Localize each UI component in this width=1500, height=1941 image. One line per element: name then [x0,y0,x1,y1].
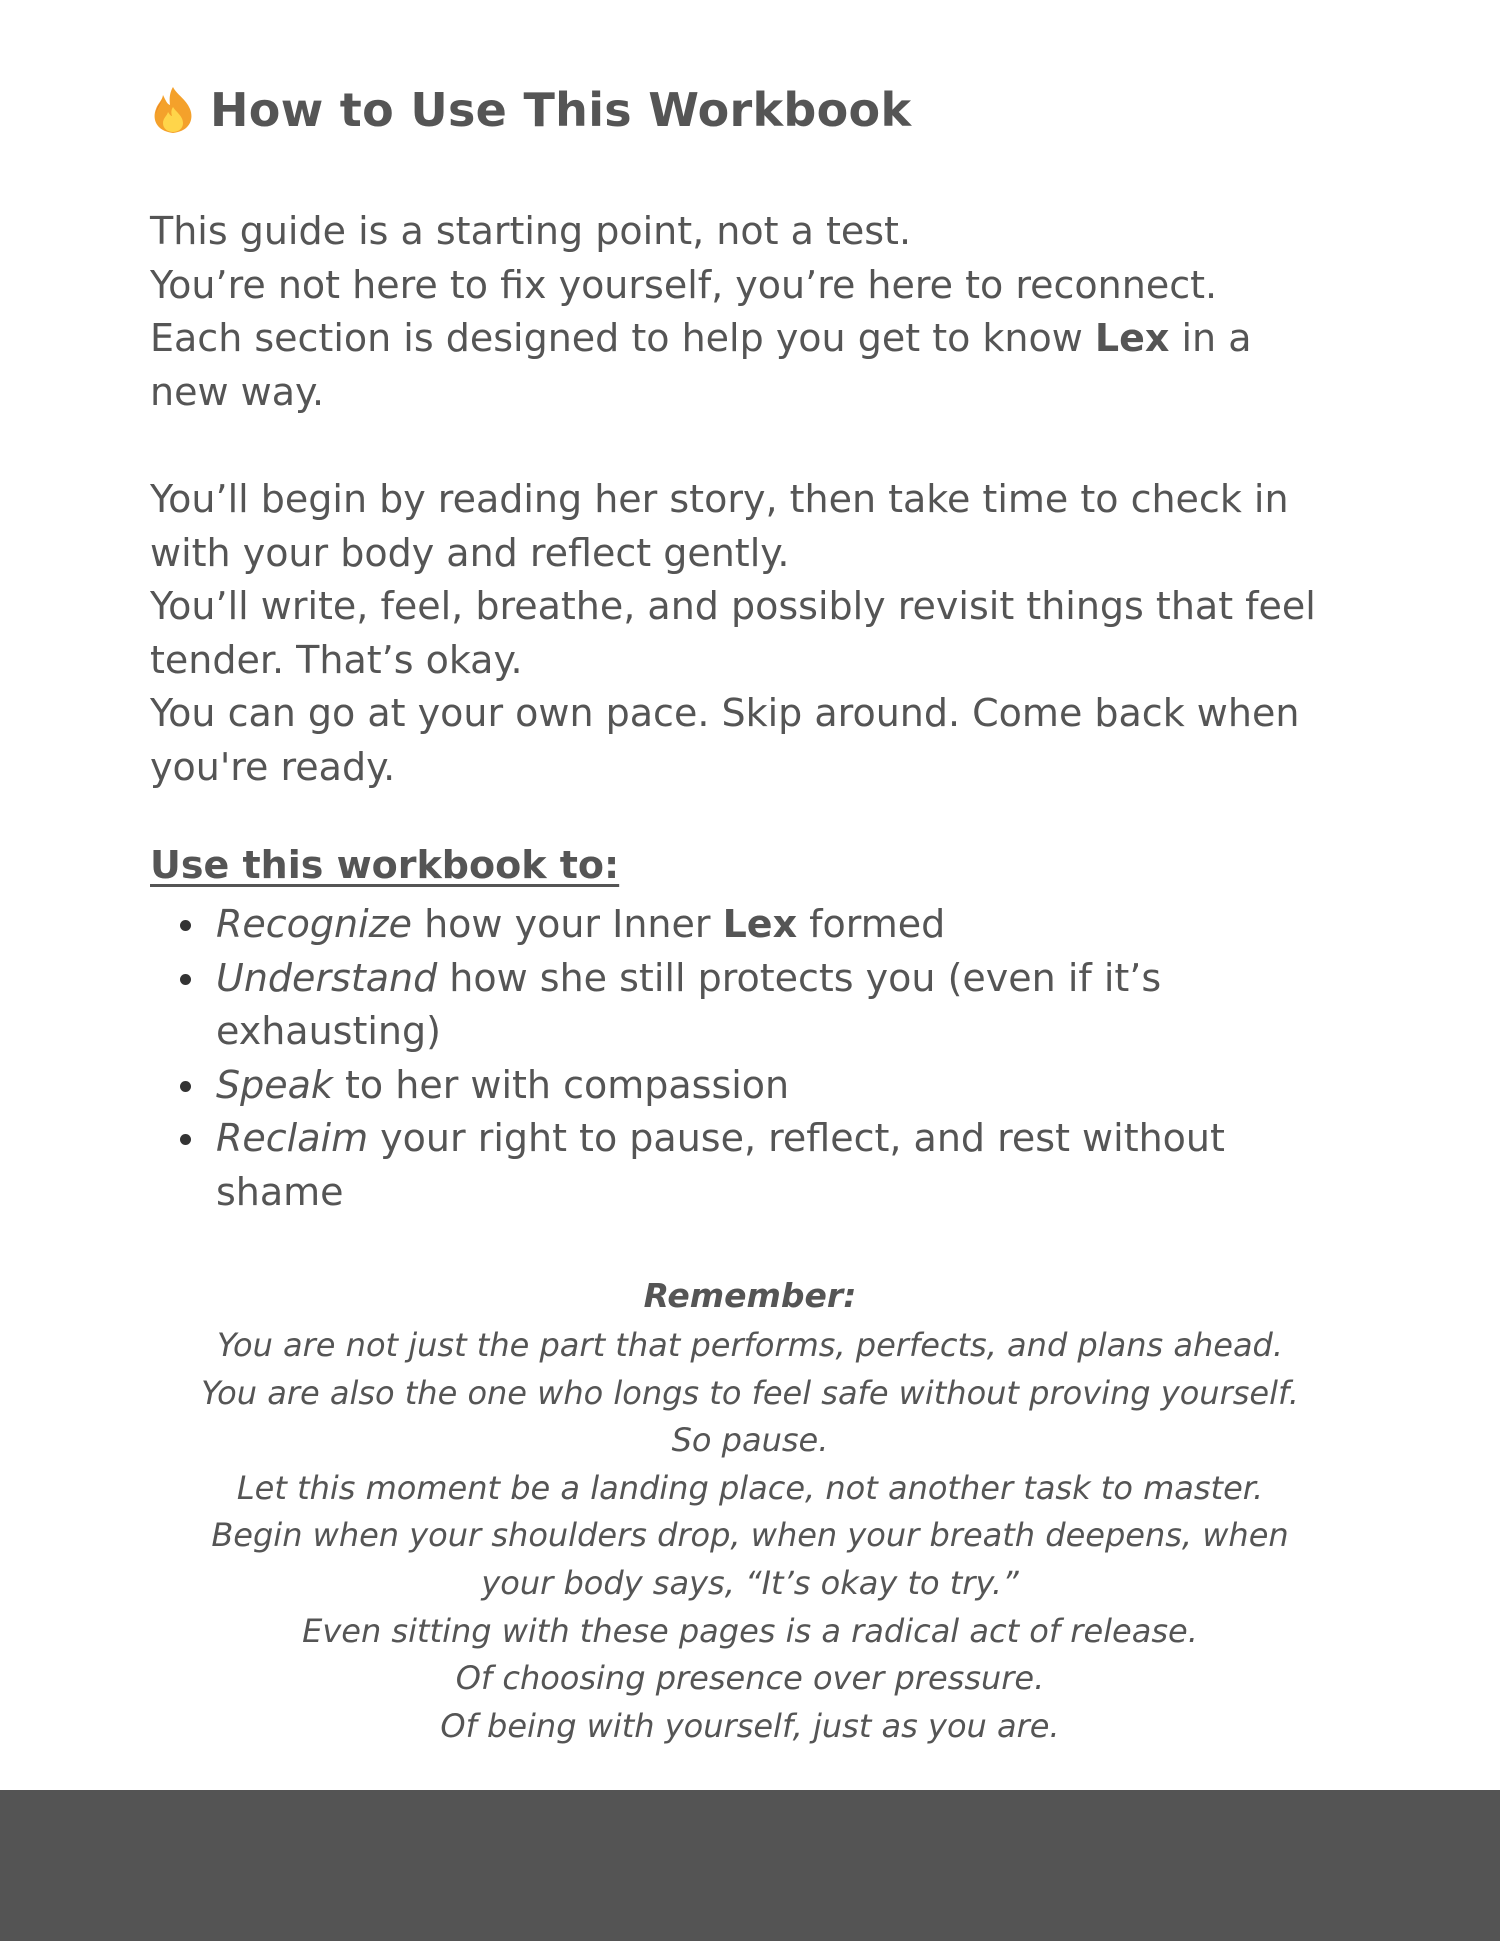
list-item-line [216,952,1380,1006]
lex-name: Lex [722,902,798,946]
list-item-text: to her with compassion [332,1062,790,1107]
remember-line: Even sitting with these pages is a radical act of release. [302,1611,1198,1650]
bullet-icon [180,1134,191,1145]
footer-band [0,1790,1500,1941]
remember-section [150,1270,1350,1750]
list-item-verb: Recognize [216,902,413,946]
paragraph-gap [150,419,1380,473]
list-item-verb: Reclaim [216,1116,369,1161]
remember-line: You are not just the part that performs, perfects, and plans ahead. [216,1326,1284,1364]
list-item [150,1059,1380,1113]
remember-line: Let this moment be a landing place, not another task to master. [236,1468,1264,1507]
remember-line: Begin when your shoulders drop, when your breath deepens, when [211,1516,1289,1555]
list-item-line [216,1112,1380,1166]
intro-line: You’ll begin by reading her story, then take time to check in [150,476,1289,521]
bullet-icon [180,920,191,931]
list-item [150,952,1380,1059]
list-item-text: how she still protects you (even if it’s [437,955,1162,1000]
intro-line: This guide is a starting point, not a test. [150,209,912,253]
intro-line: You’ll write, feel, breathe, and possibly revisit things that feel [150,584,1316,629]
remember-line: Of choosing presence over pressure. [455,1659,1045,1698]
intro-line: tender. That’s okay. [150,637,523,682]
remember-line: Of being with yourself, just as you are. [440,1706,1060,1745]
title-row [150,80,911,140]
list-item-text: your right to pause, reflect, and rest without [368,1116,1225,1161]
fire-icon [150,85,196,135]
intro-line: new way. [150,369,325,414]
remember-heading: Remember: [643,1276,857,1315]
intro-text-span: Each section is designed to help you get to know [150,316,1095,361]
list-item-line [216,898,1380,952]
remember-line: So pause. [671,1421,829,1460]
list-item [150,898,1380,952]
intro-text-span: in a [1169,316,1252,361]
list-item-line [216,1059,1380,1113]
uses-list [150,898,1380,1220]
list-item [150,1112,1380,1219]
intro-line [150,312,1380,366]
list-item-text: how your Inner [412,902,723,946]
remember-line: your body says, “It’s okay to try.” [481,1563,1019,1602]
intro-line: you're ready. [150,744,396,789]
intro-line: with your body and reflect gently. [150,530,790,575]
list-item-line: exhausting) [216,1009,441,1054]
page-title: How to Use This Workbook [210,83,912,137]
intro-text [150,205,1380,795]
list-item-verb: Understand [216,955,438,1000]
list-item-verb: Speak [216,1062,333,1107]
remember-line: You are also the one who longs to feel safe without proving yourself. [201,1373,1299,1412]
intro-line: You can go at your own pace. Skip around. Come back when [150,691,1300,736]
uses-heading: Use this workbook to: [150,843,620,887]
bullet-icon [180,1081,191,1092]
bullet-icon [180,974,191,985]
list-item-text: formed [797,902,946,946]
list-item-line: shame [216,1169,344,1214]
lex-name: Lex [1094,316,1170,361]
intro-line: You’re not here to fix yourself, you’re here to reconnect. [150,262,1218,307]
